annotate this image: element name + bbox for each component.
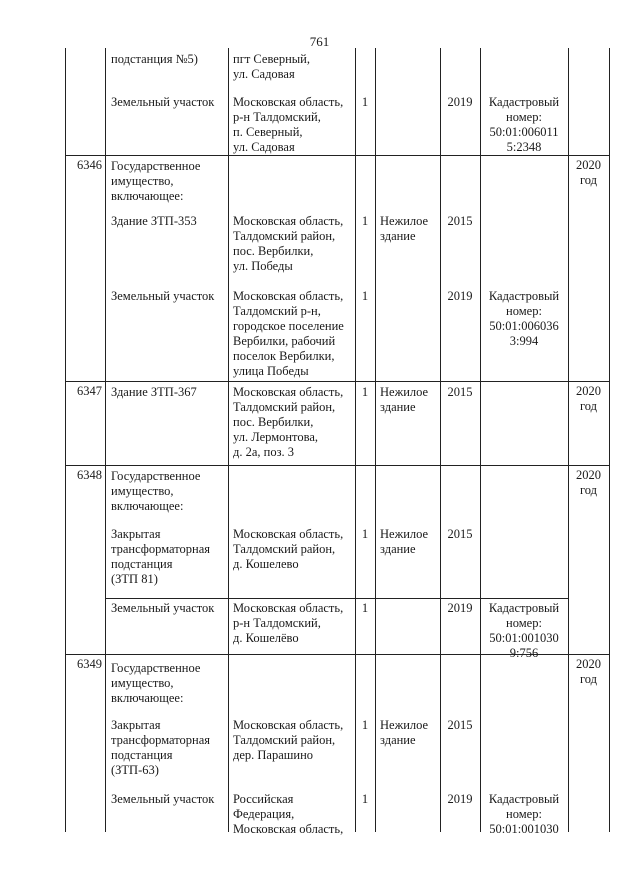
row-rule xyxy=(65,381,609,382)
object-purpose: Нежилое здание xyxy=(380,718,429,747)
year-added: 2020 год xyxy=(576,158,601,187)
year-added: 2020 год xyxy=(576,384,601,413)
object-address: Московская область, Талдомский р-н, городское поселение Вербилки, рабочий поселок Вербилки, улица Победы xyxy=(233,289,344,378)
object-year: 2015 xyxy=(447,527,473,541)
row-rule xyxy=(65,465,609,466)
object-year: 2019 xyxy=(447,95,473,109)
object-name: Закрытая трансформаторная подстанция (ЗТП-63) xyxy=(111,718,211,777)
row-number: 6346 xyxy=(77,158,102,172)
cadastral-number: Кадастровый номер: 50:01:001030 9:756 xyxy=(488,601,560,660)
object-quantity: 1 xyxy=(361,214,369,228)
object-quantity: 1 xyxy=(361,601,369,615)
object-year: 2015 xyxy=(447,718,473,732)
page-number: 761 xyxy=(309,34,330,49)
object-quantity: 1 xyxy=(361,289,369,303)
cadastral-number: Кадастровый номер: 50:01:006036 3:994 xyxy=(488,289,560,348)
row-number: 6348 xyxy=(77,468,102,482)
object-address: пгт Северный, ул. Садовая xyxy=(233,52,310,81)
row-number: 6347 xyxy=(77,384,102,398)
year-added: 2020 год xyxy=(576,468,601,497)
object-name: Здание ЗТП-367 xyxy=(111,385,197,399)
object-name: Земельный участок xyxy=(111,289,215,303)
cadastral-number: Кадастровый номер: 50:01:001030 xyxy=(488,792,560,836)
object-address: Московская область, Талдомский район, дер. Парашино xyxy=(233,718,344,762)
object-name: Государственное имущество, включающее: xyxy=(111,469,201,513)
object-name: Государственное имущество, включающее: xyxy=(111,159,201,203)
object-name: Закрытая трансформаторная подстанция (ЗТП 81) xyxy=(111,527,211,586)
object-year: 2015 xyxy=(447,385,473,399)
row-number: 6349 xyxy=(77,657,102,671)
object-quantity: 1 xyxy=(361,718,369,732)
object-name: Земельный участок xyxy=(111,95,215,109)
cadastral-number: Кадастровый номер: 50:01:006011 5:2348 xyxy=(488,95,560,154)
object-year: 2019 xyxy=(447,601,473,615)
object-address: Московская область, Талдомский район, д. Кошелево xyxy=(233,527,344,571)
column-rule xyxy=(228,48,229,832)
object-name: подстанция №5) xyxy=(111,52,198,66)
object-name: Земельный участок xyxy=(111,601,215,615)
object-quantity: 1 xyxy=(361,792,369,806)
column-rule xyxy=(440,48,441,832)
object-year: 2015 xyxy=(447,214,473,228)
column-rule xyxy=(375,48,376,832)
object-address: Московская область, р-н Талдомский, п. Северный, ул. Садовая xyxy=(233,95,344,154)
row-rule xyxy=(65,155,609,156)
object-name: Здание ЗТП-353 xyxy=(111,214,197,228)
object-quantity: 1 xyxy=(361,385,369,399)
row-rule xyxy=(105,598,568,599)
object-name: Государственное имущество, включающее: xyxy=(111,661,201,705)
object-purpose: Нежилое здание xyxy=(380,385,429,414)
column-rule xyxy=(105,48,106,832)
object-address: Российская Федерация, Московская область, xyxy=(233,792,344,836)
column-rule xyxy=(480,48,481,832)
year-added: 2020 год xyxy=(576,657,601,686)
object-quantity: 1 xyxy=(361,527,369,541)
object-address: Московская область, р-н Талдомский, д. Кошелёво xyxy=(233,601,344,645)
object-quantity: 1 xyxy=(361,95,369,109)
object-year: 2019 xyxy=(447,289,473,303)
object-year: 2019 xyxy=(447,792,473,806)
object-address: Московская область, Талдомский район, пос. Вербилки, ул. Лермонтова, д. 2а, поз. 3 xyxy=(233,385,344,459)
object-purpose: Нежилое здание xyxy=(380,214,429,243)
object-name: Земельный участок xyxy=(111,792,215,806)
column-rule xyxy=(609,48,610,832)
object-purpose: Нежилое здание xyxy=(380,527,429,556)
object-address: Московская область, Талдомский район, пос. Вербилки, ул. Победы xyxy=(233,214,344,273)
